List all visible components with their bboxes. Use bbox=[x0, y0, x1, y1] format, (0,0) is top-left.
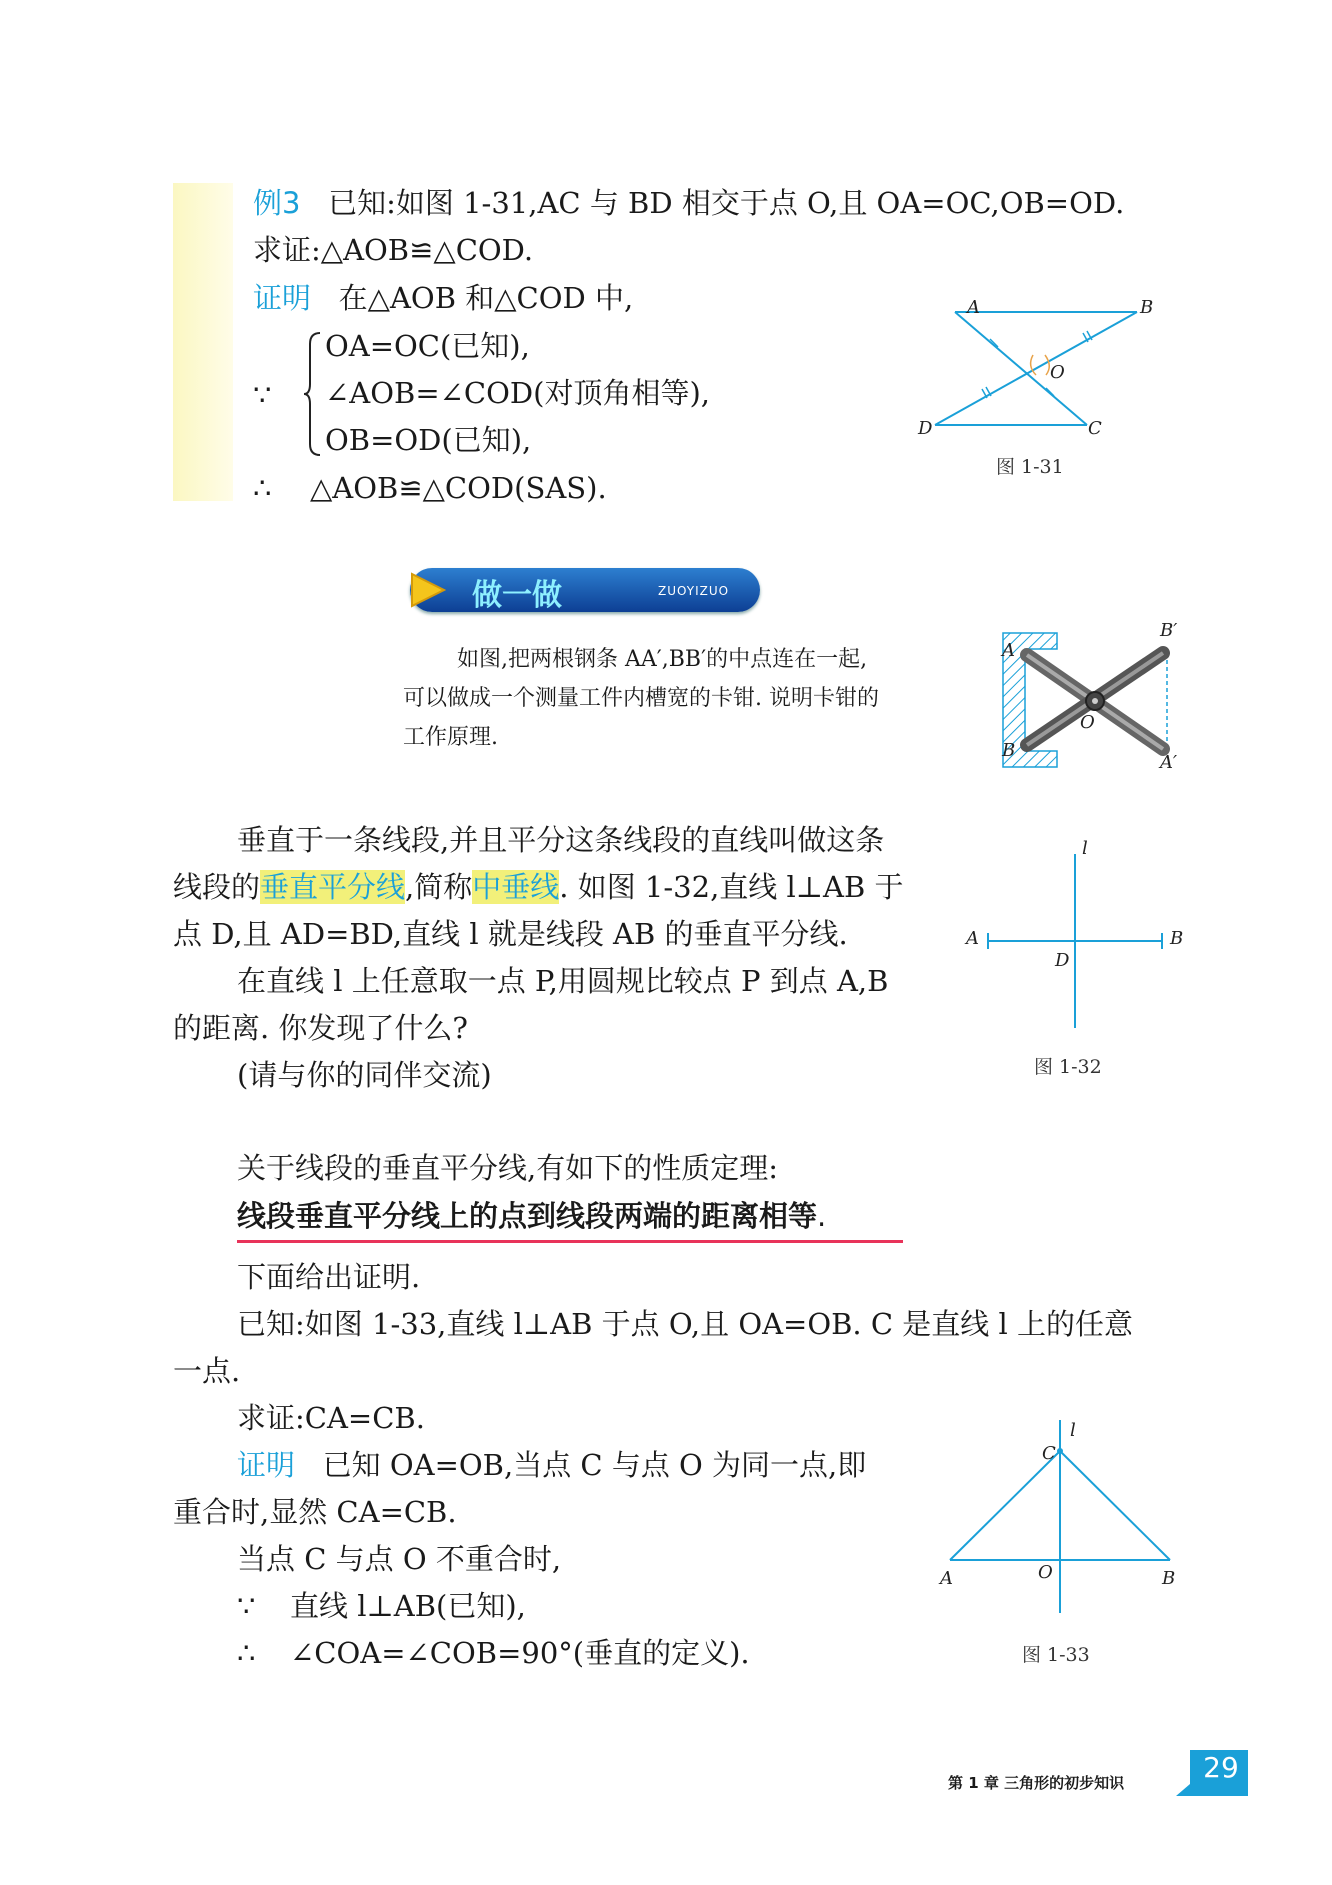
segment-ac bbox=[955, 312, 1087, 425]
example3-proof-intro: 证明 在△AOB 和△COD 中, bbox=[253, 281, 634, 315]
fig133-caption: 图 1-33 bbox=[1022, 1644, 1090, 1666]
example-margin-bar bbox=[173, 183, 233, 501]
theorem-proof-3: 当点 C 与点 O 不重合时, bbox=[237, 1542, 562, 1576]
figure-1-31 bbox=[915, 295, 1155, 445]
play-arrow-icon bbox=[406, 570, 446, 610]
fig131-label-b: B bbox=[1140, 297, 1154, 318]
point-c bbox=[1057, 1448, 1063, 1454]
fig131-label-o: O bbox=[1050, 362, 1065, 383]
condition-2: ∠AOB=∠COD(对顶角相等), bbox=[325, 376, 710, 410]
fig132-label-d: D bbox=[1055, 950, 1070, 971]
fig133-label-b: B bbox=[1162, 1568, 1176, 1589]
activity-title: 做一做 bbox=[472, 578, 562, 613]
theorem-prove: 求证:CA=CB. bbox=[237, 1401, 425, 1435]
example3-conclusion: △AOB≌△COD(SAS). bbox=[310, 471, 607, 505]
fig133-label-c: C bbox=[1042, 1443, 1056, 1464]
activity-subtitle: ZUOYIZUO bbox=[658, 584, 730, 598]
activity-text-1: 如图,把两根钢条 AA′,BB′的中点连在一起, bbox=[457, 647, 868, 672]
theorem-intro: 关于线段的垂直平分线,有如下的性质定理: bbox=[237, 1151, 778, 1185]
theorem-proof-2: 重合时,显然 CA=CB. bbox=[173, 1495, 457, 1529]
page-number: 29 bbox=[1203, 1751, 1239, 1784]
term-mid-perpendicular: 中垂线 bbox=[472, 870, 560, 904]
definition-line-1: 垂直于一条线段,并且平分这条线段的直线叫做这条 bbox=[237, 823, 885, 857]
theorem-step-1: 直线 l⊥AB(已知), bbox=[290, 1589, 526, 1623]
definition-line-3: 点 D,且 AD=BD,直线 l 就是线段 AB 的垂直平分线. bbox=[173, 917, 848, 951]
segment-cb bbox=[1060, 1451, 1170, 1560]
definition-line-5: 的距离. 你发现了什么? bbox=[173, 1011, 468, 1045]
condition-1: OA=OC(已知), bbox=[325, 329, 530, 363]
fig132-label-b: B bbox=[1170, 928, 1184, 949]
theorem-given-1: 已知:如图 1-33,直线 l⊥AB 于点 O,且 OA=OB. C 是直线 l 上的任意 bbox=[237, 1307, 1133, 1341]
theorem-statement: 线段垂直平分线上的点到线段两端的距离相等. bbox=[237, 1199, 827, 1233]
fig131-label-a: A bbox=[967, 297, 980, 318]
theorem-given-2: 一点. bbox=[173, 1354, 241, 1388]
segment-ca bbox=[950, 1451, 1060, 1560]
theorem-therefore: ∴ bbox=[237, 1636, 256, 1670]
fig132-label-l: l bbox=[1082, 838, 1088, 859]
fig131-label-d: D bbox=[918, 418, 933, 439]
proof-label: 证明 bbox=[253, 281, 312, 315]
example3-given: 例3 已知:如图 1-31,AC 与 BD 相交于点 O,且 OA=OC,OB=OD. bbox=[253, 186, 1125, 220]
fig132-caption: 图 1-32 bbox=[1034, 1056, 1102, 1078]
theorem-step-2: ∠COA=∠COB=90°(垂直的定义). bbox=[290, 1636, 750, 1670]
calipers-label-b-prime: B′ bbox=[1160, 620, 1178, 641]
calipers-label-b: B bbox=[1002, 740, 1016, 761]
because-symbol: ∵ bbox=[253, 378, 272, 412]
figure-1-32 bbox=[985, 850, 1165, 1030]
therefore-symbol: ∴ bbox=[253, 471, 272, 505]
theorem-underline bbox=[237, 1240, 903, 1243]
fig131-caption: 图 1-31 bbox=[996, 456, 1064, 478]
calipers-label-o: O bbox=[1080, 712, 1095, 733]
theorem-because: ∵ bbox=[237, 1589, 256, 1623]
fig132-label-a: A bbox=[966, 928, 979, 949]
fig133-label-o: O bbox=[1038, 1562, 1053, 1583]
brace bbox=[302, 330, 324, 458]
fig133-label-l: l bbox=[1070, 1420, 1076, 1441]
figure-1-33 bbox=[945, 1415, 1175, 1615]
fig133-label-a: A bbox=[940, 1568, 953, 1589]
segment-bd bbox=[935, 312, 1137, 425]
activity-banner bbox=[410, 568, 760, 612]
activity-text-3: 工作原理. bbox=[403, 725, 498, 750]
example3-label: 例3 bbox=[253, 186, 301, 220]
calipers-label-a: A bbox=[1002, 640, 1015, 661]
condition-3: OB=OD(已知), bbox=[325, 423, 532, 457]
definition-line-2: 线段的垂直平分线,简称中垂线. 如图 1-32,直线 l⊥AB 于 bbox=[173, 870, 904, 904]
activity-text-2: 可以做成一个测量工件内槽宽的卡钳. 说明卡钳的 bbox=[403, 686, 879, 711]
fig131-label-c: C bbox=[1088, 418, 1102, 439]
term-perpendicular-bisector: 垂直平分线 bbox=[260, 870, 406, 904]
definition-line-4: 在直线 l 上任意取一点 P,用圆规比较点 P 到点 A,B bbox=[237, 964, 889, 998]
definition-line-6: (请与你的同伴交流) bbox=[237, 1058, 492, 1092]
theorem-proof-1: 证明 已知 OA=OB,当点 C 与点 O 为同一点,即 bbox=[237, 1448, 867, 1482]
calipers-label-a-prime: A′ bbox=[1160, 752, 1178, 773]
theorem-proof-heading: 下面给出证明. bbox=[237, 1260, 421, 1294]
calipers-figure bbox=[995, 625, 1180, 770]
example3-prove: 求证:△AOB≌△COD. bbox=[253, 233, 534, 267]
theorem-proof-label: 证明 bbox=[237, 1448, 296, 1482]
footer-chapter: 第 1 章 三角形的初步知识 bbox=[948, 1774, 1125, 1792]
